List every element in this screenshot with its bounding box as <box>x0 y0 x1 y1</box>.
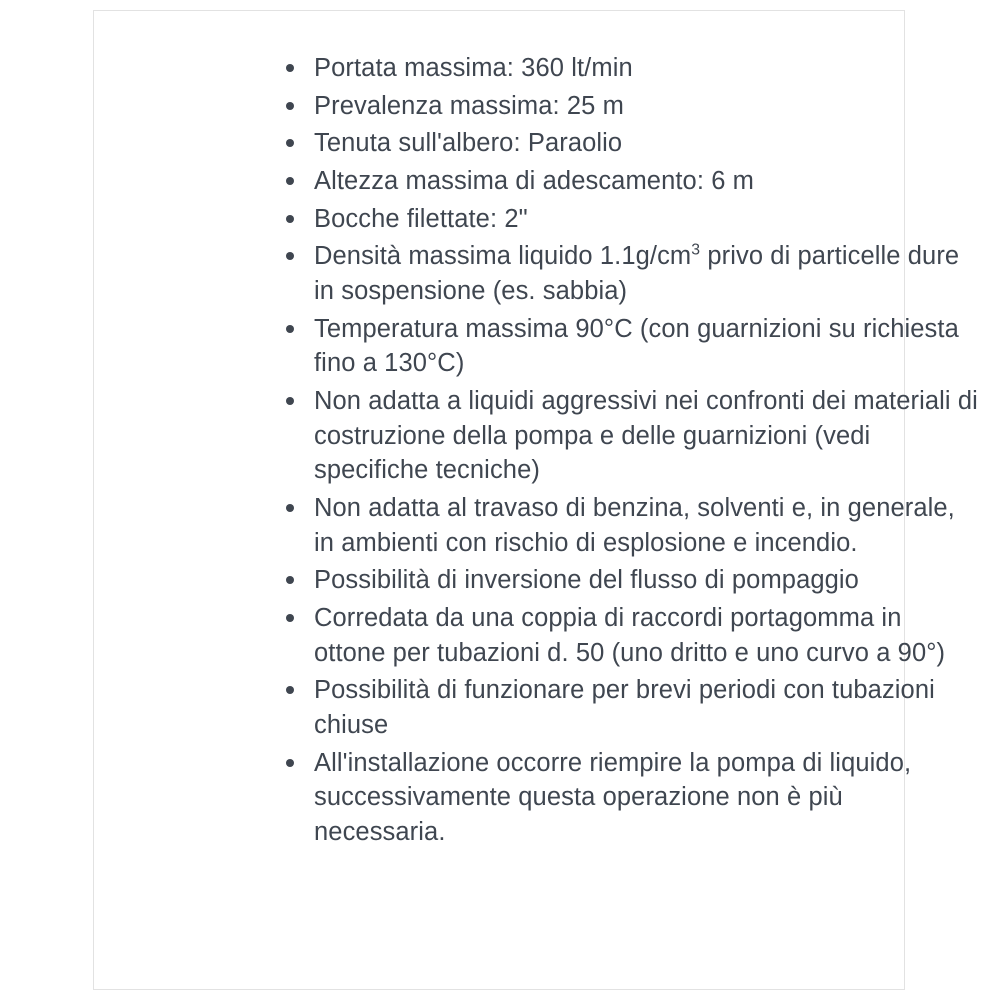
list-item <box>280 491 980 560</box>
list-item-text: Possibilità di inversione del flusso di pompaggio <box>314 566 859 595</box>
list-item <box>280 202 980 237</box>
list-item <box>280 51 980 86</box>
list-item <box>280 673 980 742</box>
list-item-text: Tenuta sull'albero: Paraolio <box>314 129 623 158</box>
list-item-text: Altezza massima di adescamento: 6 m <box>314 167 755 196</box>
list-item-text: Possibilità di funzionare per brevi periodi con tubazioni chiuse <box>314 676 935 740</box>
list-item-text: Bocche filettate: 2" <box>314 204 528 233</box>
list-item <box>280 384 980 488</box>
specifications-panel <box>93 10 978 990</box>
list-item-text: Non adatta al travaso di benzina, solventi e, in generale, in ambienti con rischio di esplosione e incendio. <box>314 494 955 557</box>
superscript: 3 <box>691 241 701 259</box>
specification-list <box>280 51 980 853</box>
list-item-text: Prevalenza massima: 25 m <box>314 91 624 120</box>
list-item-text-continued: privo di particelle dure in sospensione (es. sabbia) <box>314 242 960 306</box>
list-item <box>280 239 980 308</box>
list-item <box>280 563 980 598</box>
list-item-text: Densità massima liquido 1.1g/cm <box>314 242 692 271</box>
list-item <box>280 164 980 199</box>
list-item <box>280 312 980 381</box>
list-item-text: Corredata da una coppia di raccordi portagomma in ottone per tubazioni d. 50 (uno dritto e uno curvo a 90°) <box>314 604 946 667</box>
list-item-text: Non adatta a liquidi aggressivi nei confronti dei materiali di costruzione della pompa e delle guarnizioni (vedi specifiche tecniche) <box>314 387 978 485</box>
list-item <box>280 89 980 124</box>
list-item <box>280 126 980 161</box>
list-item <box>280 601 980 670</box>
list-item <box>280 746 980 850</box>
list-item-text: Temperatura massima 90°C (con guarnizioni su richiesta fino a 130°C) <box>314 314 959 378</box>
list-item-text: Portata massima: 360 lt/min <box>314 54 633 82</box>
list-item-text: All'installazione occorre riempire la pompa di liquido, successivamente questa operazione non è più necessaria. <box>314 748 912 847</box>
